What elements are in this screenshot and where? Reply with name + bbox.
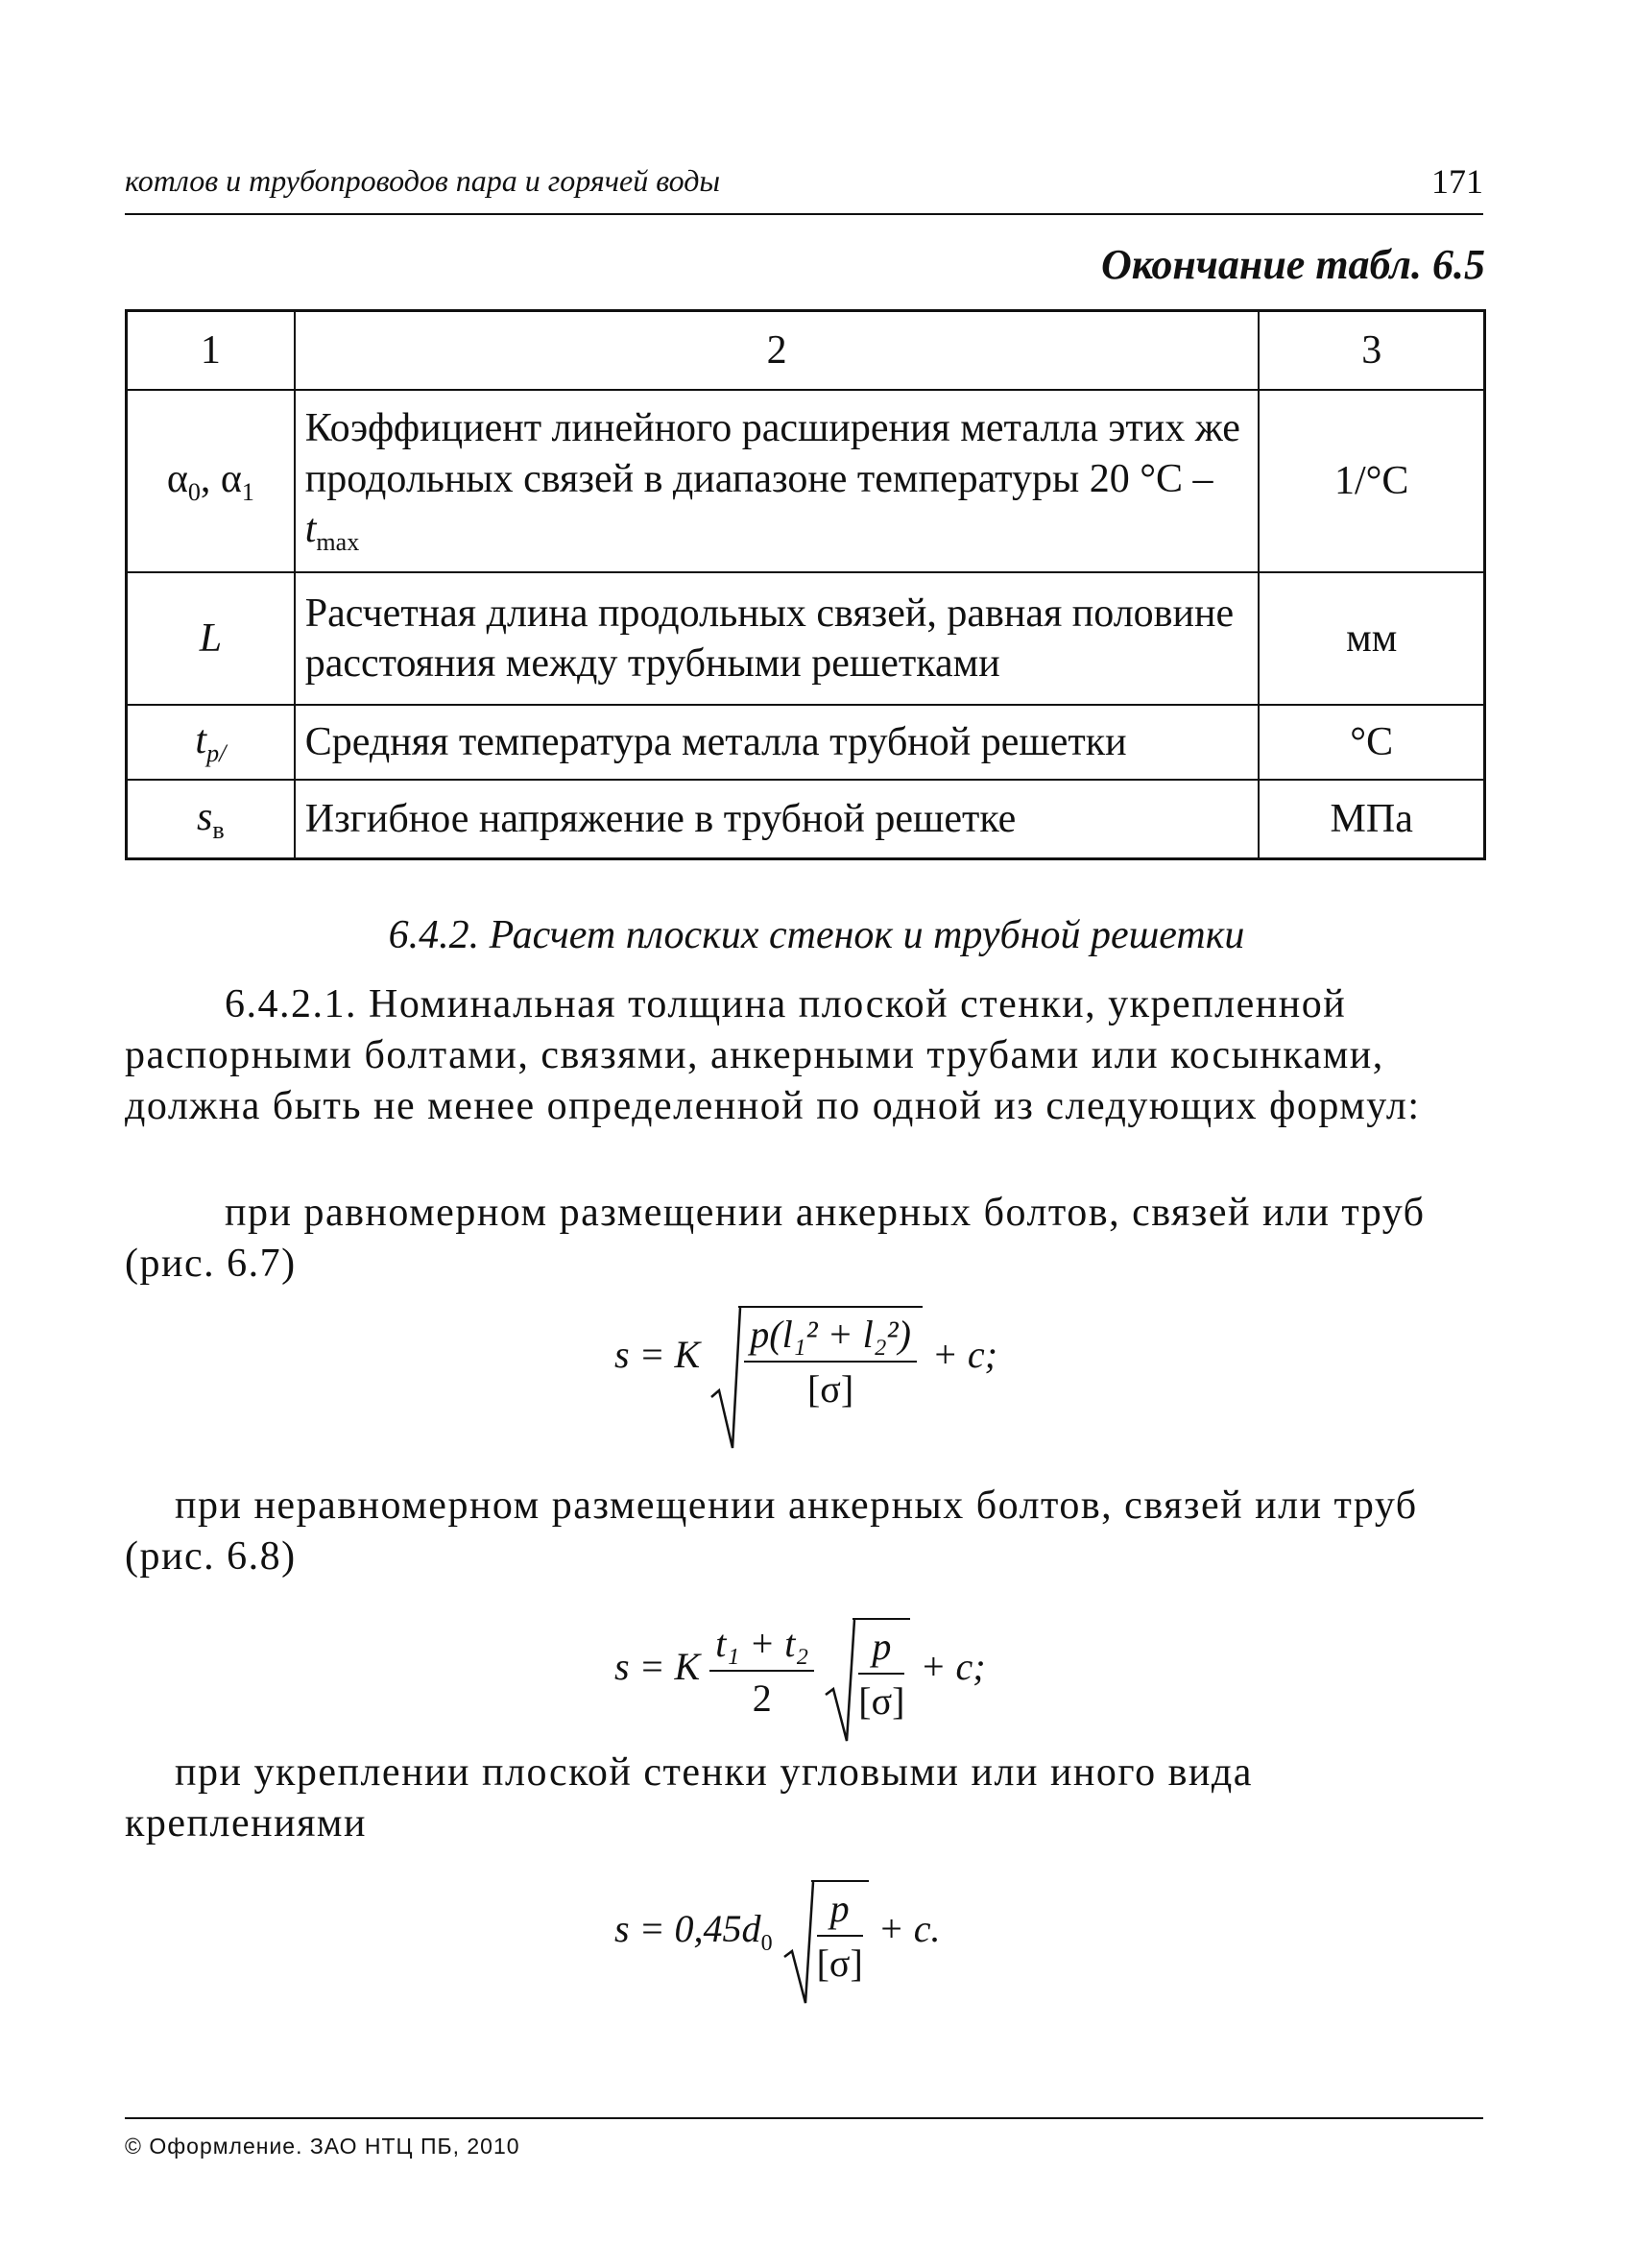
formula-uniform bbox=[614, 1306, 997, 1411]
paragraph-text: 6.4.2.1. Номинальная толщина плоской стенки, укрепленной распорными болтами, связями, анкерными трубами или косынками, должна быть не менее определенной по одной из следующих формул: bbox=[125, 982, 1421, 1128]
symbol-text: α bbox=[166, 456, 188, 501]
paragraph-text: при укреплении плоской стенки угловыми или иного вида креплениями bbox=[125, 1750, 1253, 1846]
footer-copyright: © Оформление. ЗАО НТЦ ПБ, 2010 bbox=[125, 2134, 520, 2159]
symbol-subscript: 0 bbox=[187, 477, 201, 506]
unit-cell: 1/°С bbox=[1259, 390, 1484, 572]
table-header-cell: 2 bbox=[295, 311, 1260, 391]
paragraph bbox=[125, 1188, 1483, 1290]
fraction bbox=[709, 1621, 814, 1721]
section-title: 6.4.2. Расчет плоских стенок и трубной решетки bbox=[388, 913, 1245, 957]
formula-lhs: s = 0,45d bbox=[614, 1907, 761, 1951]
unit-cell: °С bbox=[1259, 705, 1484, 780]
table-header-row bbox=[127, 311, 1485, 391]
symbol-text: , α bbox=[200, 456, 242, 501]
fraction-denominator: [σ] bbox=[858, 1679, 905, 1723]
square-root bbox=[824, 1618, 910, 1724]
table-header-cell: 3 bbox=[1259, 311, 1484, 391]
fraction bbox=[744, 1312, 917, 1411]
formula-subscript: 0 bbox=[760, 1931, 773, 1957]
description-cell: Средняя температура металла трубной решетки bbox=[295, 705, 1260, 780]
radical-sign-icon bbox=[824, 1618, 856, 1743]
fraction-denominator: [σ] bbox=[806, 1367, 854, 1411]
table-header-cell: 1 bbox=[127, 311, 295, 391]
fraction-numerator: t₁ + t₂ bbox=[709, 1621, 814, 1672]
square-root bbox=[709, 1306, 923, 1411]
page-number: 171 bbox=[1431, 162, 1483, 201]
parameters-table bbox=[125, 309, 1486, 860]
description-subscript: max bbox=[316, 528, 360, 557]
table-row bbox=[127, 780, 1485, 859]
symbol-subscript: p/ bbox=[206, 738, 227, 767]
formula-angular bbox=[614, 1880, 941, 1986]
fraction-numerator: p bbox=[858, 1624, 904, 1675]
formula-tail: + c; bbox=[931, 1333, 997, 1377]
symbol-text: t bbox=[195, 717, 207, 762]
paragraph bbox=[125, 979, 1483, 1132]
table-row bbox=[127, 705, 1485, 780]
header-rule bbox=[125, 213, 1483, 215]
table-row bbox=[127, 390, 1485, 572]
description-cell bbox=[295, 390, 1260, 572]
paragraph-text: при неравномерном размещении анкерных болтов, связей или труб (рис. 6.8) bbox=[125, 1484, 1418, 1579]
description-cell: Расчетная длина продольных связей, равная половине расстояния между трубными решетками bbox=[295, 572, 1260, 705]
symbol-text: s bbox=[197, 794, 213, 839]
description-text: Коэффициент линейного расширения металла этих же продольных связей в диапазоне температуры 20 °С – bbox=[304, 406, 1240, 501]
formula-tail: + c; bbox=[920, 1645, 986, 1689]
footer-rule bbox=[125, 2117, 1483, 2119]
paragraph bbox=[125, 1481, 1483, 1582]
symbol-cell bbox=[127, 390, 295, 572]
paragraph-text: при равномерном размещении анкерных болтов, связей или труб (рис. 6.7) bbox=[125, 1191, 1426, 1286]
symbol-subscript: в bbox=[212, 815, 225, 844]
running-head: котлов и трубопроводов пара и горячей воды bbox=[125, 163, 721, 198]
symbol-cell bbox=[127, 780, 295, 859]
formula-tail: + c. bbox=[877, 1907, 941, 1951]
fraction bbox=[817, 1886, 863, 1986]
fraction-numerator: p(l₁² + l₂²) bbox=[744, 1312, 917, 1363]
radical-sign-icon bbox=[782, 1880, 815, 2005]
formula-lhs: s = K bbox=[614, 1645, 701, 1689]
unit-cell: МПа bbox=[1259, 780, 1484, 859]
fraction-denominator: 2 bbox=[752, 1677, 772, 1720]
paragraph bbox=[125, 1748, 1483, 1849]
unit-cell: мм bbox=[1259, 572, 1484, 705]
fraction bbox=[858, 1624, 904, 1724]
table-caption: Окончание табл. 6.5 bbox=[1100, 241, 1485, 288]
symbol-subscript: 1 bbox=[241, 477, 254, 506]
description-variable: t bbox=[304, 507, 317, 552]
symbol-cell bbox=[127, 705, 295, 780]
radical-sign-icon bbox=[709, 1306, 742, 1450]
fraction-denominator: [σ] bbox=[816, 1942, 863, 1985]
formula-lhs: s = K bbox=[614, 1333, 701, 1377]
description-cell: Изгибное напряжение в трубной решетке bbox=[295, 780, 1260, 859]
formula-nonuniform bbox=[614, 1618, 986, 1724]
symbol-cell: L bbox=[127, 572, 295, 705]
table-row bbox=[127, 572, 1485, 705]
fraction-numerator: p bbox=[817, 1886, 863, 1937]
square-root bbox=[782, 1880, 869, 1986]
